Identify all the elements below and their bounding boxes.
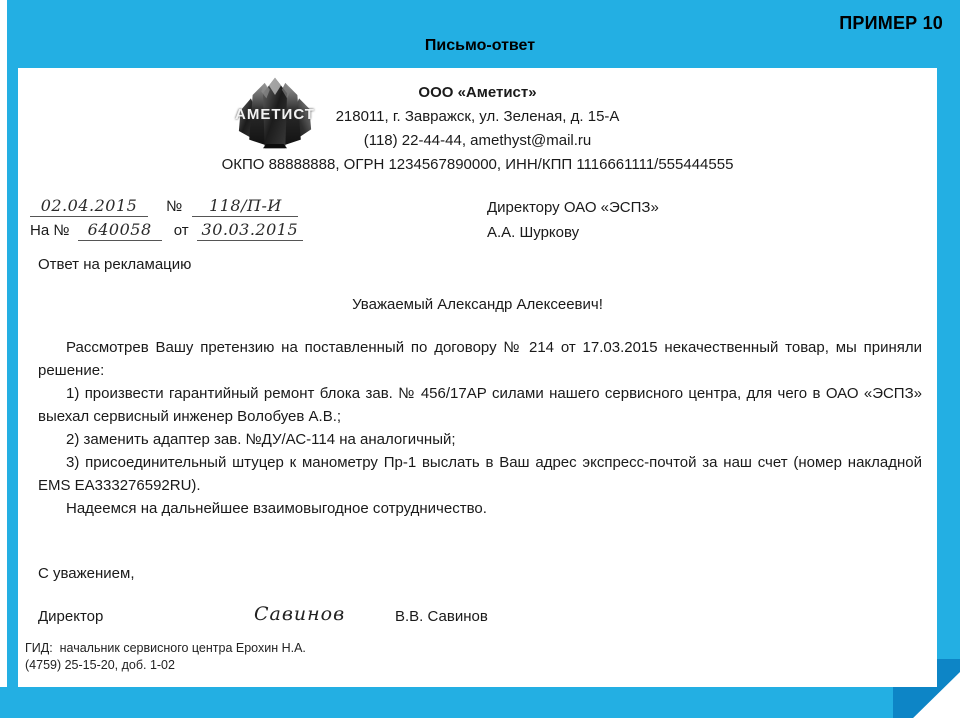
outgoing-number-field: 118/П-И [192,196,298,217]
addressee-position: Директору ОАО «ЭСПЗ» [487,199,659,216]
frame-bottom-band [0,687,893,718]
outgoing-date-field: 02.04.2015 [30,196,148,217]
body-paragraph: Надеемся на дальнейшее взаимовыгодное сотрудничество. [66,500,487,517]
document-type-title: Письмо-ответ [424,37,536,54]
company-name: ООО «Аметист» [418,84,537,101]
letter-page [18,68,937,687]
incoming-number-field: 640058 [78,220,162,241]
signer-name: В.В. Савинов [395,608,488,625]
frame-left-band [7,0,18,690]
reference-row-incoming [30,220,303,244]
company-contacts: (118) 22-44-44, amethyst@mail.ru [363,132,592,149]
body-paragraph: 2) заменить адаптер зав. №ДУ/АС-114 на аналогичный; [66,431,456,448]
addressee-name: А.А. Шуркову [487,224,580,241]
subject-line: Ответ на рекламацию [38,256,192,273]
reference-row-outgoing [30,196,303,220]
logo-text: АМЕТИСТ [235,106,315,123]
executor-phone: (4759) 25-15-20, доб. 1-02 [25,658,175,672]
letter-body [38,336,922,520]
signer-position: Директор [38,608,104,625]
incoming-date-field: 30.03.2015 [197,220,303,241]
salutation: Уважаемый Александр Алексеевич! [352,296,603,313]
body-paragraph: 1) произвести гарантийный ремонт блока зав. № 456/17АР силами нашего сервисного центра, для чего в ОАО «ЭСПЗ» выехал сервисный инженер Волобуев А.В.; [38,385,922,425]
frame-top-band [7,0,960,68]
reference-block [30,196,303,244]
addressee-block [487,195,659,245]
company-address: 218011, г. Завражск, ул. Зеленая, д. 15-А [335,108,620,125]
body-paragraph: Рассмотрев Вашу претензию на поставленный по договору № 214 от 17.03.2015 некачественный товар, мы приняли решение: [38,339,922,379]
closing-regards: С уважением, [38,565,135,582]
reply-to-label: На № [30,222,70,239]
executor-footer [25,640,306,674]
frame-right-band [937,0,960,659]
company-codes: ОКПО 88888888, ОГРН 1234567890000, ИНН/КПП 1116661111/555444555 [221,156,734,173]
reply-date-label: от [173,222,189,239]
example-label: ПРИМЕР 10 [839,13,943,33]
executor-line: ГИД: начальник сервисного центра Ерохин Н.А. [25,641,306,655]
body-paragraph: 3) присоединительный штуцер к манометру Пр-1 выслать в Ваш адрес экспресс-почтой за наш счет (номер накладной EMS EA333276592RU). [38,454,922,494]
handwritten-signature: Савинов [254,603,346,625]
number-label: № [166,198,183,215]
